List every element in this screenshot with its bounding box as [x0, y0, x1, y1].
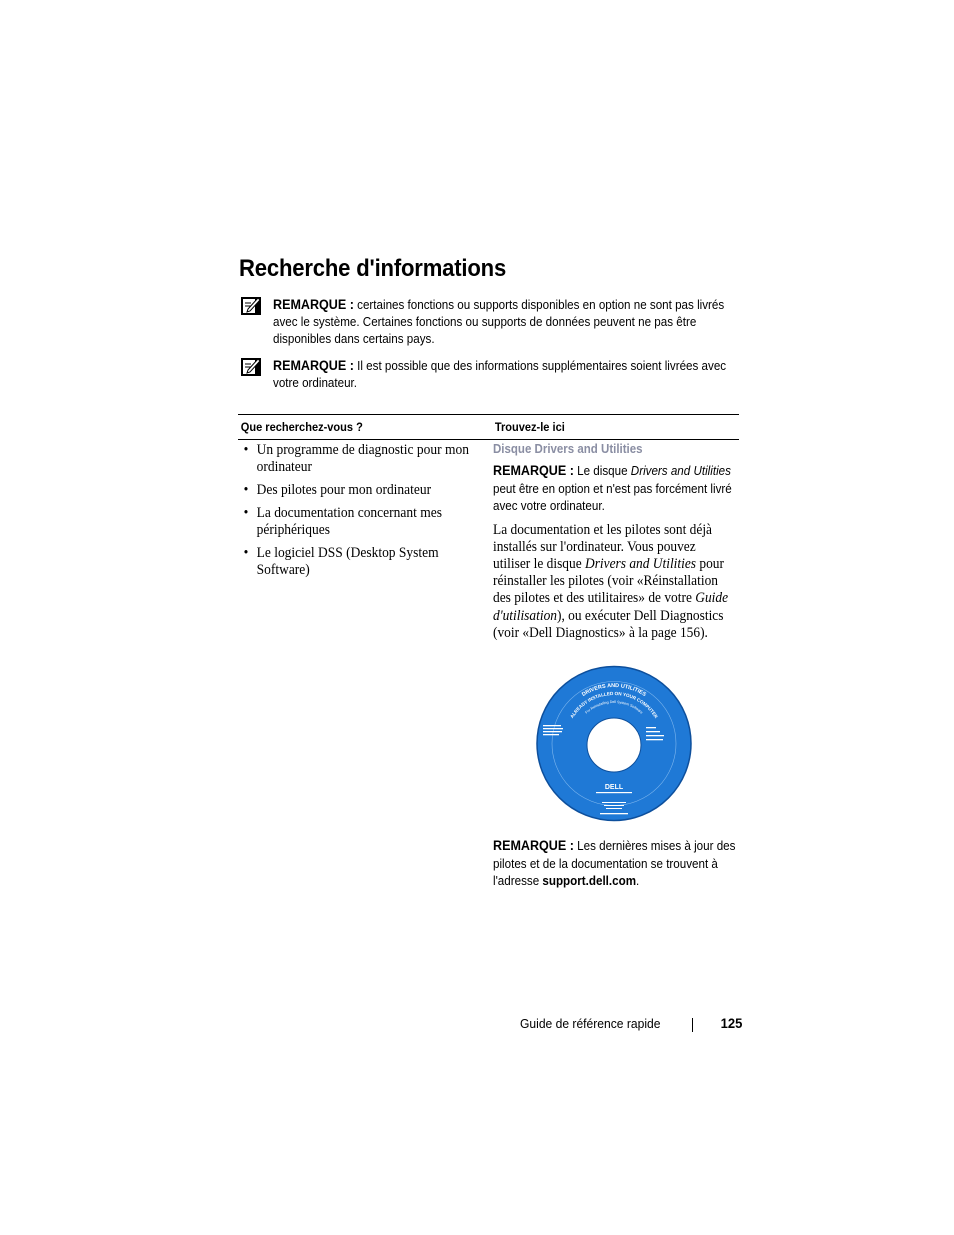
- table-header-row: [238, 415, 739, 439]
- cd-description: La documentation et les pilotes sont déjà installés sur l'ordinateur. Vous pouvez utiliser le disque Drivers and Utilities pour réinstaller les pilotes (voir «Réinstallation des pilotes et des utilitaires» de votre Guide d'utilisation), ou exécuter Dell Diagnostics (voir «Dell Diagnostics» à la page 156).: [493, 521, 729, 641]
- cd-note-lead: REMARQUE :: [493, 463, 574, 478]
- list-item: • Des pilotes pour mon ordinateur: [243, 482, 432, 498]
- table-header-where: Trouvez-le ici: [494, 420, 565, 434]
- cd-tagline: For Reinstalling Dell System Software: [584, 699, 644, 715]
- info-table: [238, 414, 739, 440]
- list-item: • Le logiciel DSS (Desktop System Software): [243, 545, 439, 578]
- note-1: [239, 296, 739, 348]
- list-item: • Un programme de diagnostic pour mon ordinateur: [243, 442, 469, 475]
- cd-note-italic: Drivers and Utilities: [630, 464, 731, 478]
- support-link[interactable]: support.dell.com: [542, 874, 637, 888]
- note-2-lead: REMARQUE :: [273, 358, 354, 373]
- note-pencil-icon: [241, 297, 261, 315]
- cd-brand: DELL: [604, 784, 624, 791]
- page-title: Recherche d'informations: [239, 255, 507, 282]
- table-header-what: Que recherchez-vous ?: [240, 420, 363, 434]
- items-list: [238, 442, 490, 579]
- list-item: • La documentation concernant mes périphériques: [243, 505, 442, 538]
- page-footer: [520, 1015, 742, 1035]
- update-note-lead: REMARQUE :: [493, 838, 574, 853]
- note-1-lead: REMARQUE :: [273, 297, 354, 312]
- note-1-text: certaines fonctions ou supports disponibles en option ne sont pas livrés avec le système. Certaines fonctions ou supports de données peuvent ne pas être disponibles dans certains pays.: [273, 298, 725, 346]
- cd-title: DRIVERS AND UTILITIES: [581, 682, 647, 698]
- update-note-end: .: [636, 874, 640, 888]
- note-2-text: Il est possible que des informations supplémentaires soient livrées avec votre ordinateur.: [273, 359, 727, 390]
- table-cell-right: [493, 442, 739, 642]
- footer-separator: [692, 1018, 693, 1032]
- page-number: 125: [720, 1015, 742, 1031]
- footer-guide-title: Guide de référence rapide: [520, 1016, 661, 1031]
- cd-subheading: Disque Drivers and Utilities: [493, 442, 643, 456]
- note-2: [239, 357, 739, 392]
- cd-subtitle: ALREADY INSTALLED ON YOUR COMPUTER: [569, 690, 659, 720]
- table-cell-left: [238, 442, 490, 585]
- note-pencil-icon: [241, 358, 261, 376]
- drivers-utilities-cd-image: [536, 665, 692, 822]
- cd-note: [493, 462, 737, 516]
- cd-note-text: Le disque: [573, 464, 631, 478]
- table-header-rule: [238, 439, 739, 440]
- update-note: [493, 837, 755, 891]
- cd-note-text-end: peut être en option et n'est pas forcément livré avec votre ordinateur.: [493, 481, 732, 513]
- update-note-text: Les dernières mises à jour des pilotes et de la documentation se trouvent à l'adresse: [493, 839, 736, 888]
